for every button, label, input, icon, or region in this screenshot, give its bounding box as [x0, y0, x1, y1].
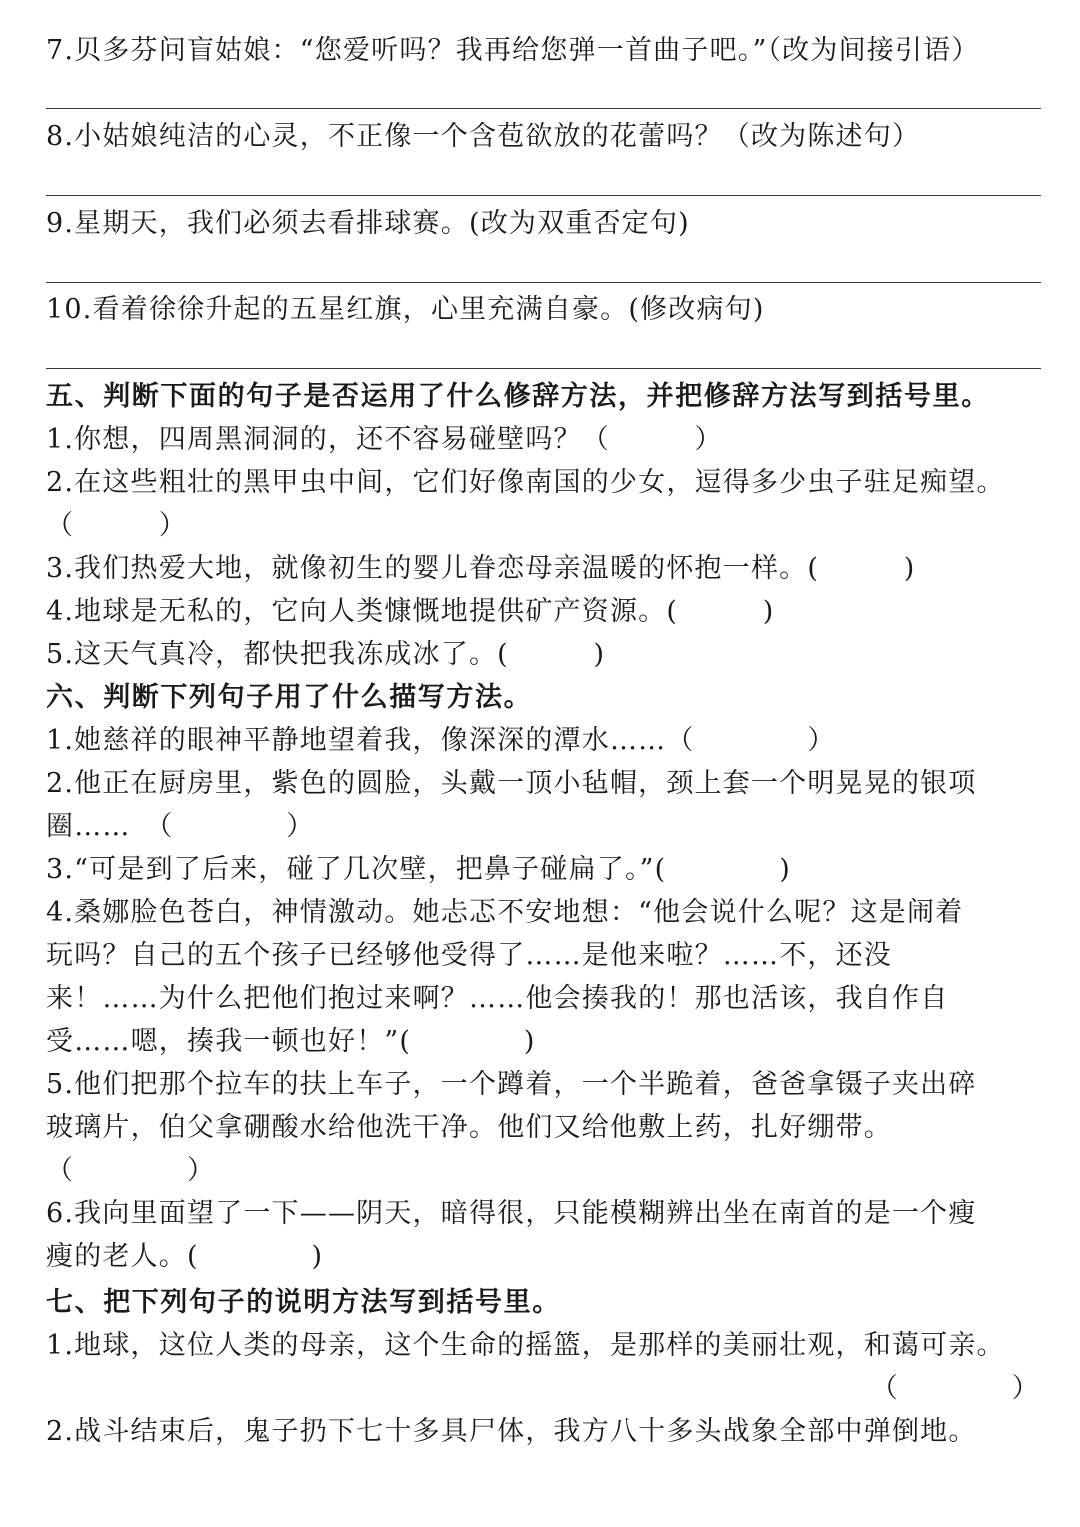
- s6-line-4d: 受……嗯，揍我一顿也好！”( ): [46, 1026, 536, 1057]
- answer-line-7: [46, 108, 1041, 109]
- s5-line-2: 2.在这些粗壮的黑甲虫中间，它们好像南国的少女，逗得多少虫子驻足痴望。: [46, 467, 1005, 498]
- section-7-heading: 七、把下列句子的说明方法写到括号里。: [46, 1287, 561, 1318]
- s5-line-3: 3.我们热爱大地，就像初生的婴儿眷恋母亲温暖的怀抱一样。( ): [46, 553, 916, 584]
- s6-line-4b: 玩吗？自己的五个孩子已经够他受得了……是他来啦？……不，还没: [46, 940, 892, 971]
- rewrite-item-10: 10.看着徐徐升起的五星红旗，心里充满自豪。(修改病句): [46, 294, 765, 325]
- answer-line-8: [46, 195, 1041, 196]
- answer-line-10: [46, 368, 1041, 369]
- rewrite-item-9: 9.星期天，我们必须去看排球赛。(改为双重否定句): [46, 208, 690, 239]
- s7-line-1-blank: （ ）: [870, 1373, 1040, 1404]
- s6-line-3: 3.“可是到了后来，碰了几次壁，把鼻子碰扁了。”( ): [46, 854, 791, 885]
- answer-line-9: [46, 282, 1041, 283]
- rewrite-item-7: 7.贝多芬问盲姑娘：“您爱听吗？我再给您弹一首曲子吧。”（改为间接引语）: [46, 35, 980, 66]
- s5-line-4: 4.地球是无私的，它向人类慷慨地提供矿产资源。( ): [46, 596, 775, 627]
- s6-line-5: 5.他们把那个拉车的扶上车子，一个蹲着，一个半跪着，爸爸拿镊子夹出碎: [46, 1069, 977, 1100]
- s6-line-1: 1.她慈祥的眼神平静地望着我，像深深的潭水……（ ）: [46, 725, 836, 756]
- s6-line-2: 2.他正在厨房里，紫色的圆脸，头戴一顶小毡帽，颈上套一个明晃晃的银项: [46, 768, 977, 799]
- s6-line-5c: （ ）: [46, 1155, 216, 1186]
- s5-line-1: 1.你想，四周黑洞洞的，还不容易碰壁吗？（ ）: [46, 424, 723, 455]
- s7-line-1: 1.地球，这位人类的母亲，这个生命的摇篮，是那样的美丽壮观，和蔼可亲。: [46, 1330, 1005, 1361]
- s5-line-5: 5.这天气真冷，都快把我冻成冰了。( ): [46, 639, 606, 670]
- s5-line-2-blank: （ ）: [46, 510, 187, 541]
- s6-line-6b: 瘦的老人。( ): [46, 1241, 324, 1272]
- s6-line-2b: 圈…… （ ）: [46, 811, 315, 842]
- section-5-heading: 五、判断下面的句子是否运用了什么修辞方法，并把修辞方法写到括号里。: [46, 381, 990, 412]
- s6-line-6: 6.我向里面望了一下——阴天，暗得很，只能模糊辨出坐在南首的是一个瘦: [46, 1198, 977, 1229]
- s6-line-5b: 玻璃片，伯父拿硼酸水给他洗干净。他们又给他敷上药，扎好绷带。: [46, 1112, 892, 1143]
- s6-line-4: 4.桑娜脸色苍白，神情激动。她忐忑不安地想：“他会说什么呢？这是闹着: [46, 897, 964, 928]
- s7-line-2: 2.战斗结束后，鬼子扔下七十多具尸体，我方八十多头战象全部中弹倒地。: [46, 1416, 977, 1447]
- section-6-heading: 六、判断下列句子用了什么描写方法。: [46, 682, 533, 713]
- s6-line-4c: 来！……为什么把他们抱过来啊？……他会揍我的！那也活该，我自作自: [46, 983, 949, 1014]
- rewrite-item-8: 8.小姑娘纯洁的心灵，不正像一个含苞欲放的花蕾吗？（改为陈述句）: [46, 121, 921, 152]
